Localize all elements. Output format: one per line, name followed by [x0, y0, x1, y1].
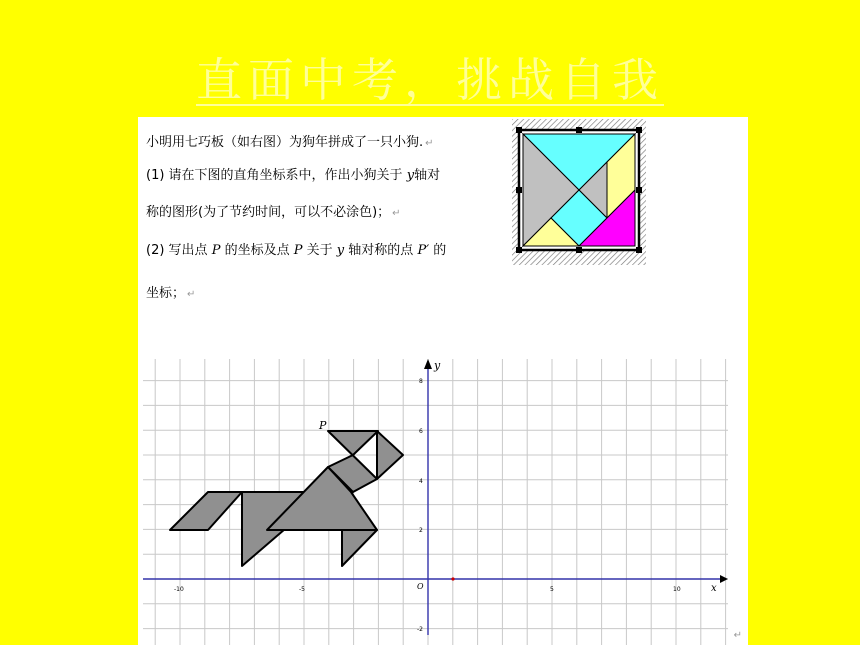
dog-front-leg-triangle [342, 530, 377, 566]
tangram-svg [512, 119, 646, 265]
question-2-line-2 [146, 282, 195, 301]
q2-text-e: 的 [433, 243, 447, 258]
x-tick-label: 5 [550, 586, 554, 593]
dog-tail-parallelogram [170, 492, 242, 530]
q2-point-p-2: P [293, 243, 303, 258]
point-p-label: P [319, 419, 327, 432]
worksheet [138, 117, 748, 645]
question-1-line-2 [146, 201, 401, 220]
q1-text-c: 称的图形(为了节约时间，可以不必涂色)； [146, 205, 391, 220]
x-axis-label: x [711, 583, 717, 594]
return-mark: ↵ [425, 138, 434, 149]
q1-text-a: (1) 请在下图的直角坐标系中，作出小狗关于 [146, 168, 403, 183]
q2-var-y: y [336, 243, 345, 258]
q2-text-a: (2) 写出点 [146, 243, 208, 258]
y-axis-label: y [434, 359, 441, 372]
resize-handle[interactable] [636, 187, 642, 193]
q2-text-b: 的坐标及点 [224, 243, 290, 258]
y-tick-label: -2 [417, 626, 423, 633]
x-tick-label: 10 [673, 586, 681, 593]
intro-text: 小明用七巧板（如右图）为狗年拼成了一只小狗. [146, 135, 424, 150]
slide-title: 直面中考，挑战自我 [196, 53, 664, 107]
origin-label: O [417, 582, 424, 591]
unit-point [451, 577, 454, 580]
return-mark: ↵ [392, 208, 401, 219]
q2-text-f: 坐标； [146, 286, 186, 301]
return-mark: ↵ [733, 630, 742, 641]
resize-handle[interactable] [636, 247, 642, 253]
resize-handle[interactable] [576, 247, 582, 253]
y-axis-arrow [424, 359, 432, 369]
resize-handle[interactable] [516, 247, 522, 253]
problem-intro [146, 131, 434, 150]
y-tick-label: 6 [419, 428, 423, 435]
coordinate-grid [138, 355, 748, 645]
x-axis-arrow [720, 575, 728, 583]
q2-point-p-prime: P′ [417, 243, 430, 258]
y-tick-labels [417, 378, 423, 633]
q2-text-c: 关于 [306, 243, 333, 258]
return-mark: ↵ [187, 289, 196, 300]
dog-head-triangle [377, 431, 403, 479]
resize-handle[interactable] [516, 127, 522, 133]
resize-handle[interactable] [516, 187, 522, 193]
y-tick-label: 8 [419, 378, 423, 385]
resize-handle[interactable] [576, 127, 582, 133]
resize-handle[interactable] [636, 127, 642, 133]
q1-text-b: 轴对 [414, 168, 441, 183]
q2-text-d: 轴对称的点 [348, 243, 414, 258]
x-tick-label: -5 [299, 586, 305, 593]
q2-point-p: P [211, 243, 221, 258]
question-1-line-1 [146, 164, 440, 183]
tangram-image[interactable] [512, 119, 646, 265]
q1-var-y: y [406, 168, 415, 183]
coordinate-grid-svg [138, 355, 748, 645]
y-tick-label: 4 [419, 478, 423, 485]
x-tick-label: -10 [174, 586, 184, 593]
question-2-line-1 [146, 239, 446, 258]
y-tick-label: 2 [419, 527, 423, 534]
